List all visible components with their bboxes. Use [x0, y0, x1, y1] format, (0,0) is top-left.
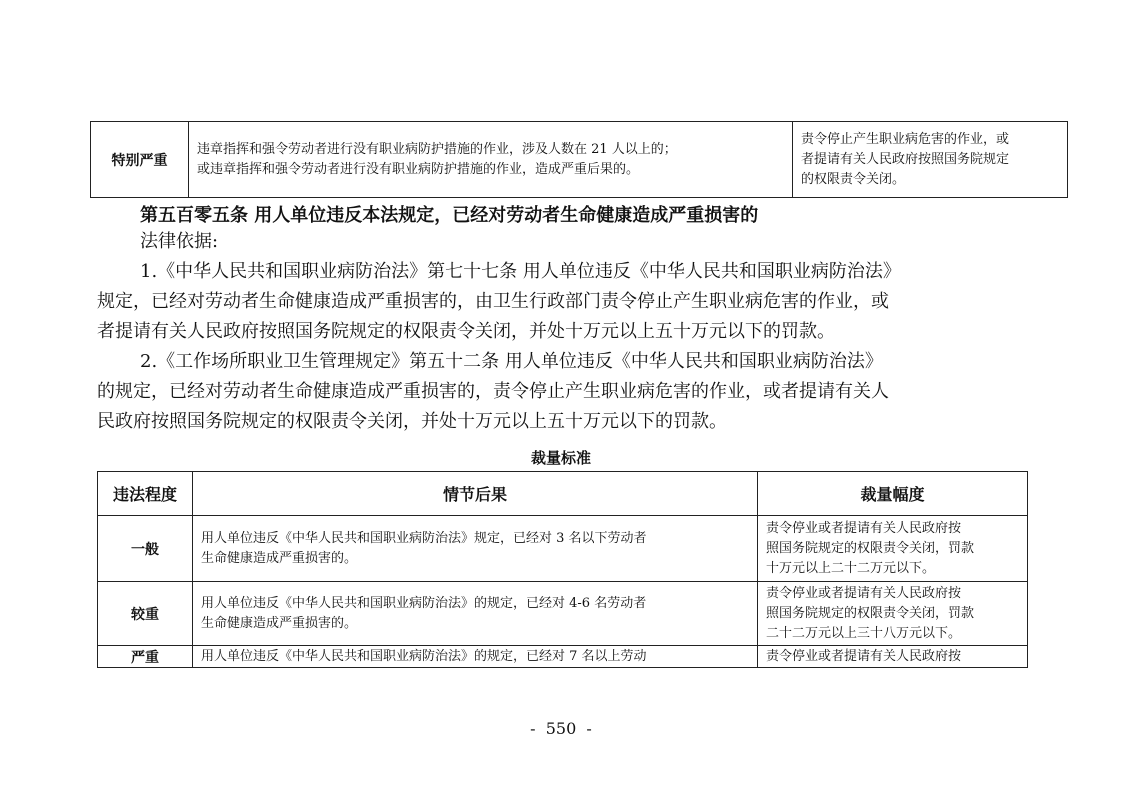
table-row: [91, 122, 1068, 198]
basis-item-2-line: 2.《工作场所职业卫生管理规定》第五十二条 用人单位违反《中华人民共和国职业病防治法》: [140, 351, 883, 372]
penalty-cell: [793, 122, 1068, 198]
level-cell: 较重: [98, 582, 193, 646]
penalty-line: 责令停业或者提请有关人民政府按: [766, 585, 962, 601]
circumstance-cell: [193, 582, 758, 646]
circumstance-cell: [193, 646, 758, 668]
circumstance-line: 违章指挥和强令劳动者进行没有职业病防护措施的作业，涉及人数在 21 人以上的；: [197, 141, 677, 157]
penalty-line: 的权限责令关闭。: [801, 171, 906, 187]
article-title: 第五百零五条 用人单位违反本法规定，已经对劳动者生命健康造成严重损害的: [140, 205, 759, 226]
basis-item-2-line: 的规定，已经对劳动者生命健康造成严重损害的，责令停止产生职业病危害的作业，或者提请有关人: [97, 381, 889, 402]
legal-basis-label: 法律依据:: [140, 231, 219, 252]
basis-item-1-line: 者提请有关人民政府按照国务院规定的权限责令关闭，并处十万元以上五十万元以下的罚款。: [97, 321, 835, 342]
penalty-line: 责令停业或者提请有关人民政府按: [766, 648, 962, 664]
level-cell: 一般: [98, 516, 193, 582]
standard-table: [97, 471, 1028, 668]
circumstance-line: 用人单位违反《中华人民共和国职业病防治法》规定，已经对 3 名以下劳动者: [201, 530, 647, 546]
page-number: - 550 -: [530, 719, 592, 738]
table-row: [98, 646, 1028, 668]
penalty-line: 二十二万元以上三十八万元以下。: [766, 625, 962, 641]
level-cell: 特别严重: [91, 122, 189, 198]
circumstance-line: 生命健康造成严重损害的。: [201, 550, 358, 566]
circumstance-line: 用人单位违反《中华人民共和国职业病防治法》的规定，已经对 4-6 名劳动者: [201, 595, 647, 611]
penalty-line: 责令停业或者提请有关人民政府按: [766, 520, 962, 536]
penalty-line: 者提请有关人民政府按照国务院规定: [801, 151, 1010, 167]
penalty-cell: [758, 646, 1028, 668]
penalty-line: 十万元以上二十二万元以下。: [766, 560, 936, 576]
column-header: 违法程度: [98, 472, 193, 516]
level-cell: 严重: [98, 646, 193, 668]
basis-item-2-line: 民政府按照国务院规定的权限责令关闭，并处十万元以上五十万元以下的罚款。: [97, 411, 727, 432]
circumstance-cell: [189, 122, 793, 198]
basis-item-1-line: 1.《中华人民共和国职业病防治法》第七十七条 用人单位违反《中华人民共和国职业病防治法》: [140, 261, 901, 282]
penalty-line: 照国务院规定的权限责令关闭，罚款: [766, 540, 975, 556]
table-header-row: [98, 472, 1028, 516]
circumstance-cell: [193, 516, 758, 582]
table-row: [98, 582, 1028, 646]
circumstance-line: 或违章指挥和强令劳动者进行没有职业病防护措施的作业，造成严重后果的。: [197, 161, 640, 177]
top-penalty-table: [90, 121, 1068, 198]
penalty-line: 责令停止产生职业病危害的作业，或: [801, 131, 1010, 147]
circumstance-line: 用人单位违反《中华人民共和国职业病防治法》的规定，已经对 7 名以上劳动: [201, 648, 647, 664]
penalty-cell: [758, 516, 1028, 582]
circumstance-line: 生命健康造成严重损害的。: [201, 615, 358, 631]
penalty-line: 照国务院规定的权限责令关闭，罚款: [766, 605, 975, 621]
column-header: 裁量幅度: [758, 472, 1028, 516]
column-header: 情节后果: [193, 472, 758, 516]
table-row: [98, 516, 1028, 582]
penalty-cell: [758, 582, 1028, 646]
table-caption: 裁量标准: [530, 449, 591, 467]
basis-item-1-line: 规定，已经对劳动者生命健康造成严重损害的，由卫生行政部门责令停止产生职业病危害的作业，或: [97, 291, 889, 312]
